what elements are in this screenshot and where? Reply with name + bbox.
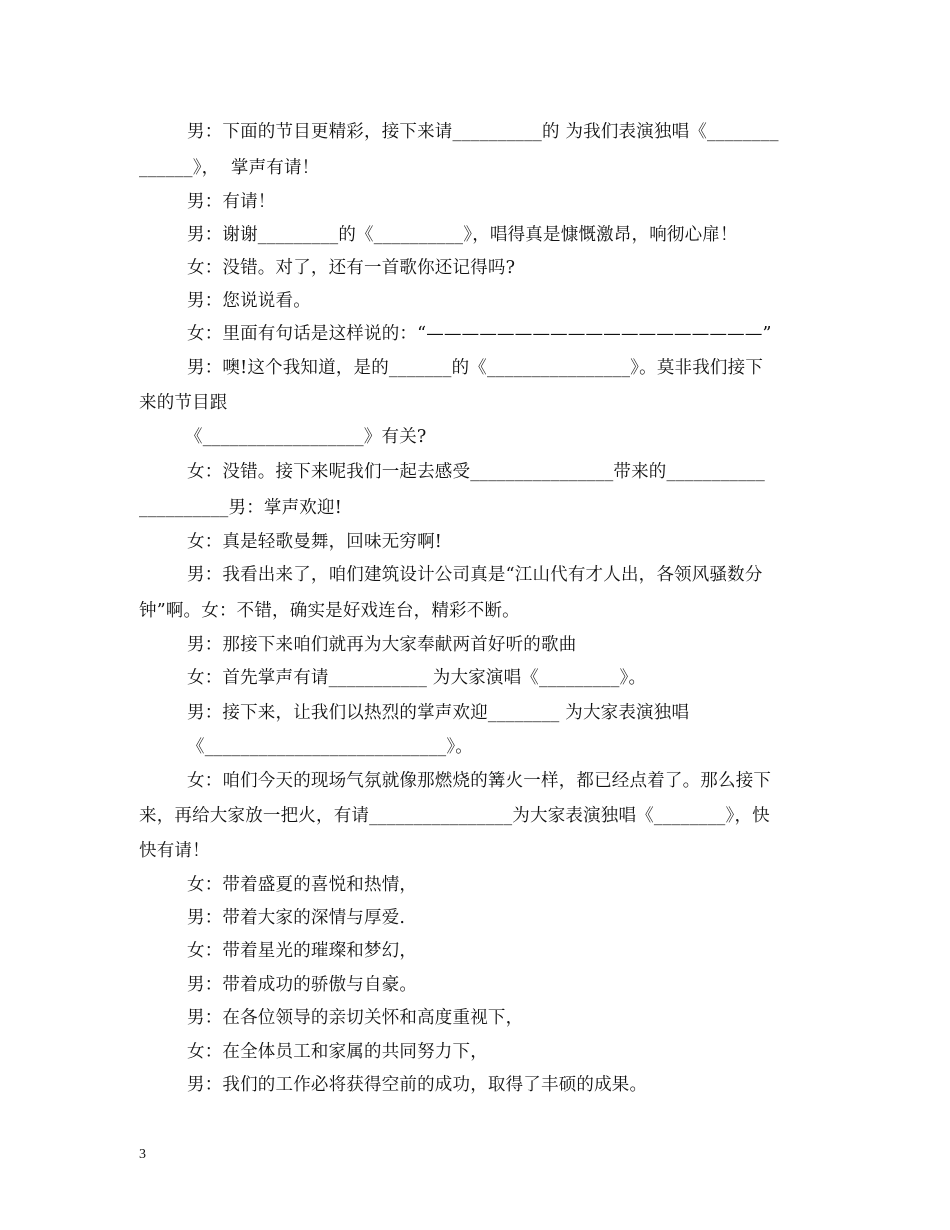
text-line: ______》， 掌声有请！ <box>139 158 320 178</box>
text-line: 女：里面有句话是这样说的：“———————————————————” <box>187 324 772 344</box>
text-line: 男：谢谢_________的《__________》，唱得真是慷慨激昂，响彻心扉！ <box>187 225 738 245</box>
text-line: 钟”啊。女：不错，确实是好戏连台，精彩不断。 <box>139 601 520 621</box>
text-line: 男：那接下来咱们就再为大家奉献两首好听的歌曲 <box>187 635 577 655</box>
text-line: 来的节目跟 <box>139 393 228 413</box>
text-line: __________男：掌声欢迎! <box>139 498 342 518</box>
text-line: 男：噢!这个我知道，是的_______的《________________》。莫非我们接下 <box>187 358 764 378</box>
text-line: 男：带着大家的深情与厚爱. <box>187 908 406 928</box>
text-line: 来，再给大家放一把火，有请________________为大家表演独唱《________》，快 <box>139 806 770 826</box>
text-line: 女：带着星光的璀璨和梦幻， <box>187 941 418 961</box>
text-line: 快有请！ <box>139 841 210 861</box>
text-line: 女：没错。对了，还有一首歌你还记得吗? <box>187 258 516 278</box>
text-line: 男：在各位领导的亲切关怀和高度重视下， <box>187 1008 524 1028</box>
text-line: 男：我们的工作必将获得空前的成功，取得了丰硕的成果。 <box>187 1075 648 1095</box>
text-line: 女：带着盛夏的喜悦和热情， <box>187 875 418 895</box>
text-line: 女：没错。接下来呢我们一起去感受________________带来的___________ <box>187 462 765 482</box>
text-line: 《___________________________》。 <box>187 737 473 757</box>
text-line: 男：接下来，让我们以热烈的掌声欢迎________ 为大家表演独唱 <box>187 703 690 723</box>
text-line: 女：咱们今天的现场气氛就像那燃烧的篝火一样，都已经点着了。那么接下 <box>187 771 772 791</box>
text-line: 女：在全体员工和家属的共同努力下， <box>187 1042 488 1062</box>
text-line: 女：真是轻歌曼舞，回味无穷啊! <box>187 532 443 552</box>
text-line: 男：我看出来了，咱们建筑设计公司真是“江山代有才人出，各领风骚数分 <box>187 565 763 585</box>
page-number: 3 <box>139 1147 146 1162</box>
text-line: 男：您说说看。 <box>187 291 311 311</box>
text-line: 男：带着成功的骄傲与自豪。 <box>187 975 418 995</box>
text-line: 《__________________》有关? <box>185 427 427 447</box>
text-line: 男：有请！ <box>187 192 276 212</box>
text-line: 女：首先掌声有请___________ 为大家演唱《_________》。 <box>187 668 647 688</box>
text-line: 男：下面的节目更精彩，接下来请__________的 为我们表演独唱《________ <box>187 122 779 142</box>
